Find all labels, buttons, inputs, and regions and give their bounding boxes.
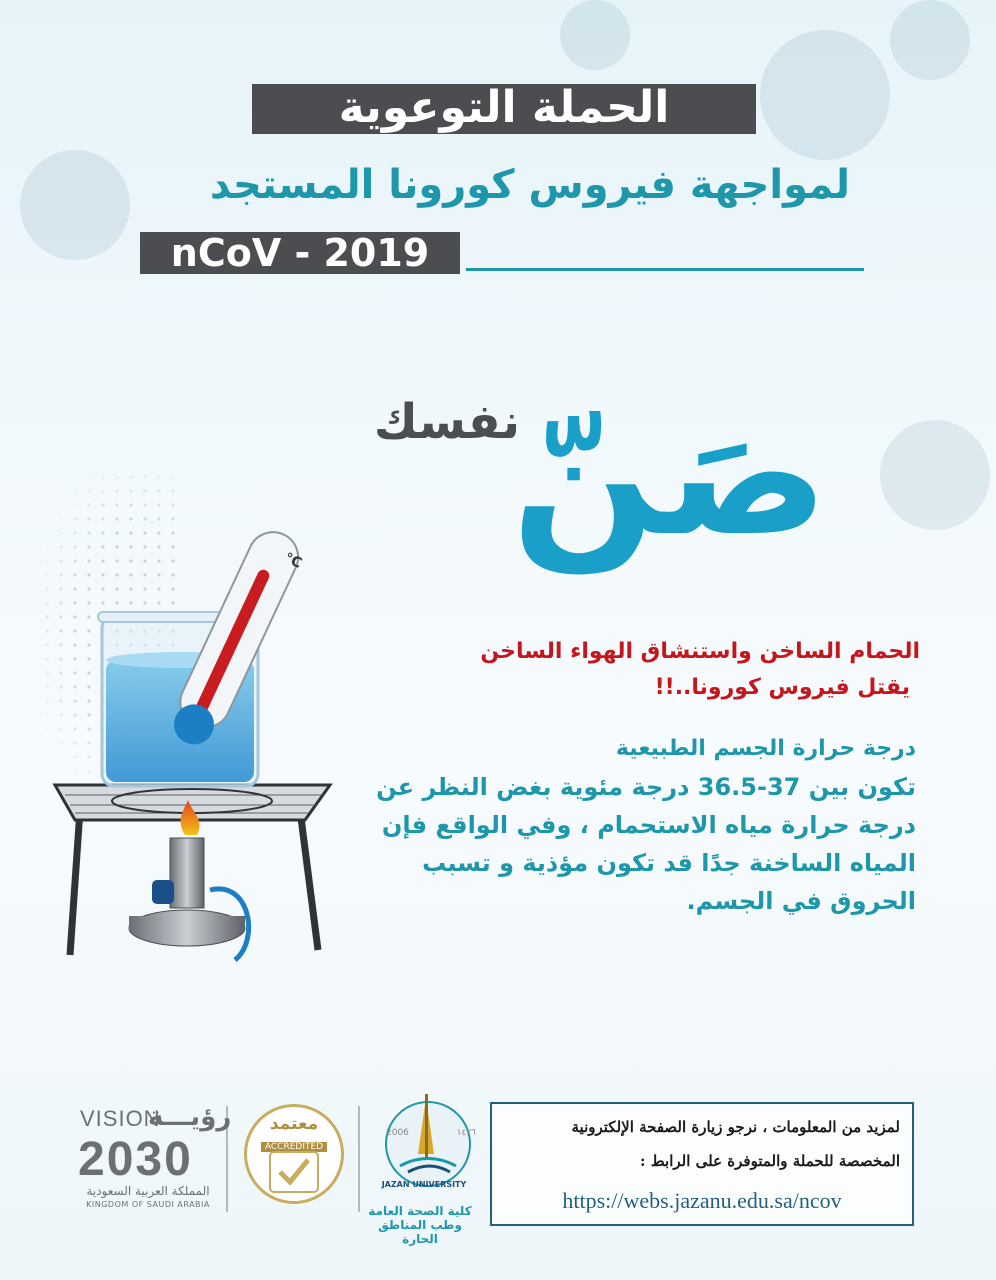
- accredited-label: ACCREDITED: [261, 1142, 327, 1152]
- vision-arabic: رؤيـــة: [148, 1102, 232, 1132]
- college-name: [360, 1204, 480, 1246]
- headline-small: نفسك: [373, 394, 520, 450]
- fact-body: [330, 768, 916, 920]
- fact-line: المياه الساخنة جدًا قد تكون مؤذية و تسبب: [422, 849, 916, 877]
- vision-year: 2030: [78, 1133, 193, 1186]
- info-line-1: لمزيد من المعلومات ، نرجو زيارة الصفحة الإلكترونية: [571, 1118, 900, 1136]
- campaign-title: الحملة التوعوية: [338, 82, 670, 133]
- accredited-arabic: معتمد: [269, 1114, 319, 1134]
- fact-line: الحروق في الجسم.: [686, 887, 916, 915]
- virus-decoration: [890, 0, 970, 80]
- jazan-year-gregorian: 2006: [386, 1128, 409, 1138]
- college-line-1: كلية الصحة العامة: [368, 1204, 472, 1218]
- vision-ksa-arabic: المملكة العربية السعودية: [86, 1184, 210, 1198]
- fact-heading: درجة حرارة الجسم الطبيعية: [615, 736, 916, 761]
- campaign-subtitle: لمواجهة فيروس كورونا المستجد: [209, 162, 850, 208]
- fact-line: تكون بين 37-36.5 درجة مئوية بغض النظر عن: [376, 773, 916, 801]
- virus-decoration: [760, 30, 890, 160]
- virus-decoration: [560, 0, 630, 70]
- celsius-label: °C: [281, 550, 305, 572]
- virus-decoration: [880, 420, 990, 530]
- ncov-badge: nCoV - 2019: [140, 232, 460, 274]
- fact-line: درجة حرارة مياه الاستحمام ، وفي الواقع فإن: [381, 811, 916, 839]
- headline-big: صَنّ: [511, 376, 829, 574]
- vision-ksa-english: KINGDOM OF SAUDI ARABIA: [86, 1200, 210, 1209]
- jazan-year-hijri: ١٤٢٦: [456, 1128, 476, 1138]
- college-line-2: وطب المناطق الحارة: [378, 1218, 462, 1246]
- accredited-check-icon: [268, 1150, 320, 1194]
- jazan-university-name: JAZAN UNIVERSITY: [381, 1180, 467, 1189]
- info-line-2: المخصصة للحملة والمتوفرة على الرابط :: [640, 1152, 900, 1170]
- campaign-url-link[interactable]: https://webs.jazanu.edu.sa/ncov: [562, 1188, 842, 1213]
- header-underline: [466, 268, 864, 271]
- myth-line-2: يقتل فيروس كورونا..!!: [654, 675, 910, 700]
- beaker-burner-illustration: [50, 520, 350, 970]
- virus-decoration: [20, 150, 130, 260]
- jazan-university-logo: [378, 1086, 478, 1190]
- myth-text: [330, 634, 920, 706]
- vision-word: VISION: [80, 1106, 161, 1131]
- footer-divider: [358, 1106, 360, 1212]
- myth-line-1: الحمام الساخن واستنشاق الهواء الساخن: [480, 639, 920, 664]
- info-box: [490, 1102, 914, 1226]
